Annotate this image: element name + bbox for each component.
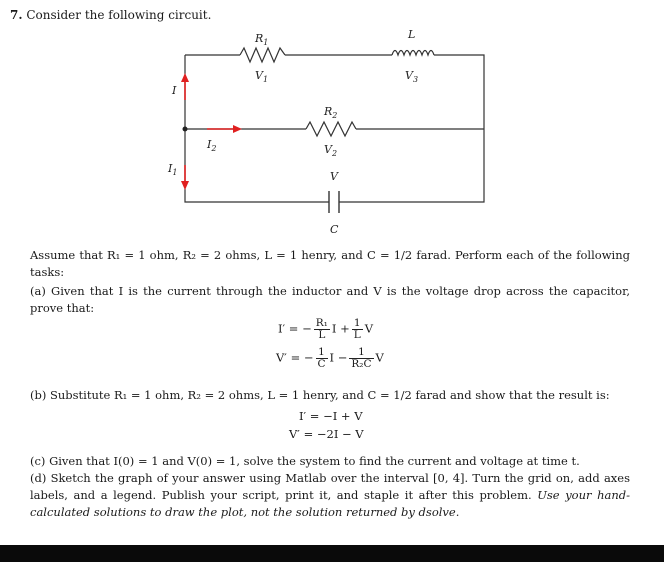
label-v2: $V_2$ — [324, 143, 338, 158]
label-c: C — [330, 223, 339, 236]
part-b-text: (b) Substitute R₁ = 1 ohm, R₂ = 2 ohms, L = 1 henry, and C = 1/2 farad and show that the result is: — [30, 388, 610, 402]
part-c-text: (c) Given that I(0) = 1 and V(0) = 1, solve the system to find the current and voltage at time t. — [30, 454, 580, 468]
current-arrow-i1 — [181, 165, 189, 190]
part-d-text — [30, 470, 630, 521]
circuit-diagram — [0, 0, 664, 240]
problem-title: Consider the following circuit. — [26, 8, 212, 22]
label-v: V — [330, 170, 338, 183]
resistor-r1-symbol — [240, 48, 285, 62]
equation-b2: V′ = −2I − V — [289, 427, 364, 441]
assumption-text: Assume that R₁ = 1 ohm, R₂ = 2 ohms, L = 1 henry, and C = 1/2 farad. Perform each of the following tasks: — [30, 248, 630, 279]
problem-number: 7. — [10, 8, 23, 22]
current-arrow-i — [181, 73, 189, 100]
label-v3: $V_3$ — [405, 69, 419, 84]
junction-node — [183, 127, 188, 132]
capacitor-symbol — [329, 191, 339, 213]
inductor-symbol — [392, 51, 434, 56]
label-l: L — [408, 28, 416, 41]
equation-a1: I′ = − $\frac{\text{R₁}}{L}$ I + $\frac{1}{L}$ V — [278, 317, 374, 341]
equation-a2: V′ = − $\frac{1}{C}$ I − $\frac{1}{\text{R₂C}}$ V — [276, 346, 384, 370]
label-i2: $I_2$ — [207, 138, 217, 153]
current-arrow-i2 — [207, 125, 242, 133]
bottom-border-bar — [0, 545, 664, 562]
label-i1: $I_1$ — [168, 162, 178, 177]
resistor-r2-symbol — [306, 122, 356, 136]
label-v1: $V_1$ — [255, 69, 269, 84]
part-d-italic: Use your hand-calculated solutions to draw the plot, not the solution returned by dsolve. — [30, 488, 631, 519]
label-r2: $R_2$ — [324, 105, 338, 120]
label-i: I — [172, 84, 177, 97]
label-r1: $R_1$ — [255, 32, 269, 47]
part-d-main: (d) Sketch the graph of your answer using Matlab over the interval [0, 4]. Turn the grid on, add axes labels, and a legend. Publish your script, print it, and staple it after this problem. — [30, 471, 630, 502]
equation-b1: I′ = −I + V — [299, 409, 363, 423]
part-a-text: (a) Given that I is the current through the inductor and V is the voltage drop across the capacitor, prove that: — [30, 284, 630, 315]
